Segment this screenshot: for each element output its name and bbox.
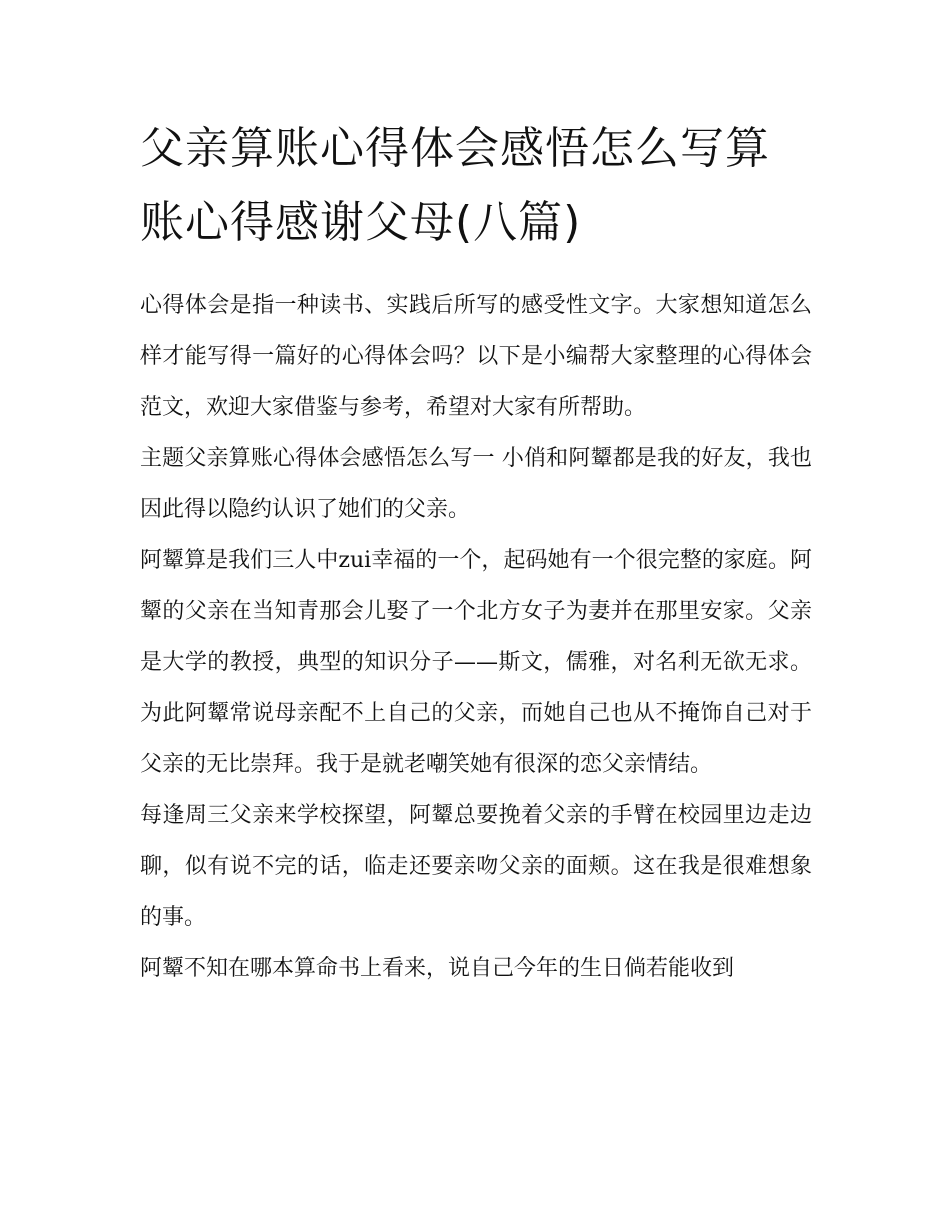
document-page [140,112,812,994]
body-paragraph: 每逢周三父亲来学校探望，阿颦总要挽着父亲的手臂在校园里边走边聊，似有说不完的话，临走还要亲吻父亲的面颊。这在我是很难想象的事。 [140,803,812,930]
body-paragraph: 阿颦算是我们三人中zui幸福的一个，起码她有一个很完整的家庭。阿颦的父亲在当知青那会儿娶了一个北方女子为妻并在那里安家。父亲是大学的教授，典型的知识分子——斯文，儒雅，对名利无欲无求。为此阿颦常说母亲配不上自己的父亲，而她自己也从不掩饰自己对于父亲的无比崇拜。我于是就老嘲笑她有很深的恋父亲情结。 [140,548,812,777]
document-title: 父亲算账心得体会感悟怎么写算账心得感谢父母(八篇) [140,123,770,248]
body-paragraph: 主题父亲算账心得体会感悟怎么写一 小俏和阿颦都是我的好友，我也因此得以隐约认识了她们的父亲。 [140,446,812,522]
intro-paragraph: 心得体会是指一种读书、实践后所写的感受性文字。大家想知道怎么样才能写得一篇好的心得体会吗？以下是小编帮大家整理的心得体会范文，欢迎大家借鉴与参考，希望对大家有所帮助。 [140,293,812,420]
body-paragraph: 阿颦不知在哪本算命书上看来，说自己今年的生日倘若能收到 [140,956,735,981]
